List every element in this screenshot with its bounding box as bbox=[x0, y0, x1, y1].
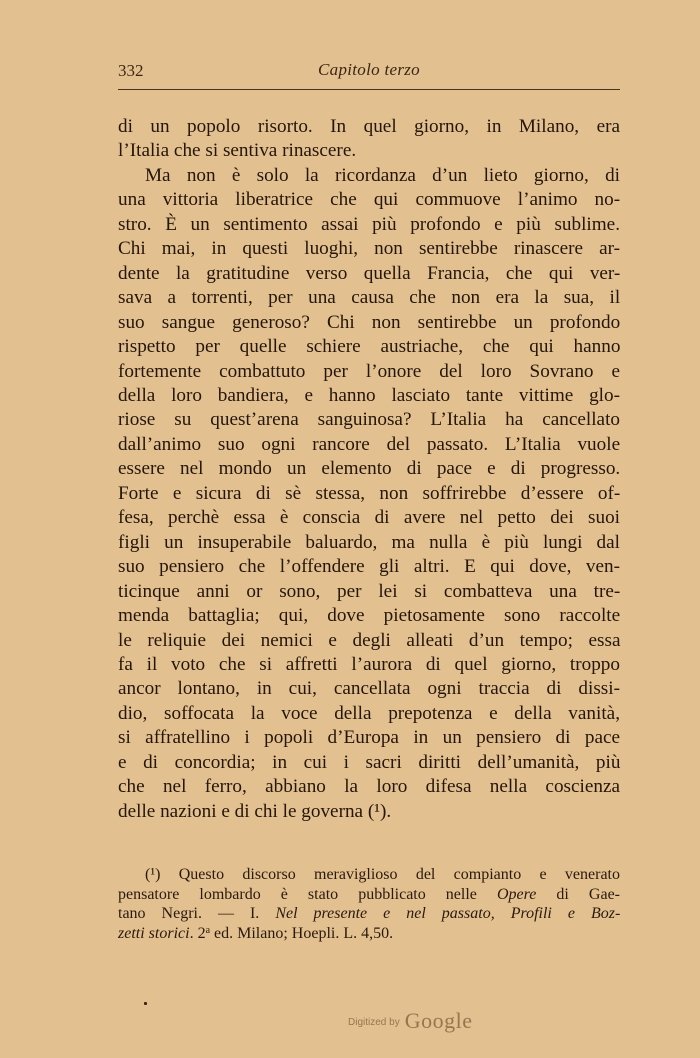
footnote-text: pensatore lombardo è stato pubblicato nelle bbox=[118, 885, 497, 903]
footnote-text: tano Negri. — I. bbox=[118, 905, 276, 923]
text-line: Chi mai, in questi luoghi, non sentirebbe rinascere ar- bbox=[118, 238, 621, 260]
text-line: Forte e sicura di sè stessa, non soffrirebbe d’essere of- bbox=[118, 482, 621, 504]
footnote-line bbox=[118, 885, 620, 905]
digitized-watermark bbox=[348, 1008, 473, 1034]
text-line: si affratellino i popoli d’Europa in un pensiero di pace bbox=[118, 727, 620, 749]
text-line: stro. È un sentimento assai più profondo e più sublime. bbox=[118, 213, 620, 235]
footnote-italic: zetti storici bbox=[118, 924, 190, 942]
page-header bbox=[118, 60, 620, 86]
page-number: 332 bbox=[118, 61, 144, 80]
text-line: dio, soffocata la voce della prepotenza e della vanità, bbox=[118, 702, 620, 724]
text-line: suo pensiero che l’offendere gli altri. E qui dove, ven- bbox=[118, 556, 620, 578]
text-line: suo sangue generoso? Chi non sentirebbe un profondo bbox=[118, 311, 621, 333]
text-line: riose su quest’arena sanguinosa? L’Italia ha cancellato bbox=[118, 409, 620, 431]
text-line: menda battaglia; qui, dove pietosamente sono raccolte bbox=[118, 605, 621, 627]
footnote-superscript: a bbox=[205, 924, 211, 936]
text-line: sava a torrenti, per una causa che non era la sua, il bbox=[118, 287, 621, 309]
watermark-prefix: Digitized by bbox=[348, 1017, 400, 1028]
footnote-line: (¹) Questo discorso meraviglioso del compianto e venerato bbox=[145, 866, 620, 883]
text-line: essere nel mondo un elemento di pace e di progresso. bbox=[118, 458, 621, 480]
footnote-text: di Gae- bbox=[536, 885, 620, 903]
text-line: rispetto per quelle schiere austriache, che qui hanno bbox=[118, 336, 621, 358]
text-line: e di concordia; in cui i sacri diritti dell’umanità, più bbox=[118, 751, 621, 773]
text-line: fortemente combattuto per l’onore del loro Sovrano e bbox=[118, 360, 620, 382]
text-line: dall’animo suo ogni rancore del passato. L’Italia vuole bbox=[118, 433, 621, 455]
body-text bbox=[118, 115, 620, 824]
footnote-text: . 2 bbox=[189, 924, 206, 942]
footnote-italic: Nel presente e nel passato, Profili e Boz- bbox=[275, 905, 621, 923]
scan-speck bbox=[144, 1002, 147, 1005]
footnote-text: ed. Milano; Hoepli. L. 4,50. bbox=[210, 924, 394, 942]
text-line: della loro bandiera, e hanno lasciato tante vittime glo- bbox=[118, 384, 620, 406]
text-line: ancor lontano, in cui, cancellata ogni traccia di dissi- bbox=[118, 678, 620, 700]
text-line: Ma non è solo la ricordanza d’un lieto giorno, di bbox=[145, 164, 620, 186]
text-line: ticinque anni or sono, per lei si combatteva una tre- bbox=[118, 580, 621, 602]
footnote-line bbox=[118, 924, 620, 944]
header-rule bbox=[118, 89, 620, 90]
footnote-line bbox=[118, 904, 620, 924]
footnote-italic: Opere bbox=[496, 885, 537, 903]
text-line: fa il voto che si affretti l’aurora di quel giorno, troppo bbox=[118, 653, 620, 675]
text-line: figli un insuperabile baluardo, ma nulla è più lungi dal bbox=[118, 531, 620, 553]
text-line: le reliquie dei nemici e degli alleati d’un tempo; essa bbox=[118, 629, 621, 651]
text-line: l’Italia che si sentiva rinascere. bbox=[118, 140, 357, 162]
text-line: fesa, perchè essa è conscia di avere nel petto dei suoi bbox=[118, 507, 620, 529]
google-logo: Google bbox=[404, 1008, 473, 1033]
text-line: dente la gratitudine verso quella Francia, che qui ver- bbox=[118, 262, 621, 284]
running-title: Capitolo terzo bbox=[318, 60, 420, 79]
text-line: una vittoria liberatrice che qui commuove l’animo no- bbox=[118, 189, 621, 211]
text-line: di un popolo risorto. In quel giorno, in Milano, era bbox=[118, 116, 620, 137]
footnote bbox=[118, 865, 620, 943]
text-line: che nel ferro, abbiano la loro difesa nella coscienza bbox=[118, 776, 620, 798]
text-line: delle nazioni e di chi le governa (¹). bbox=[118, 800, 392, 822]
